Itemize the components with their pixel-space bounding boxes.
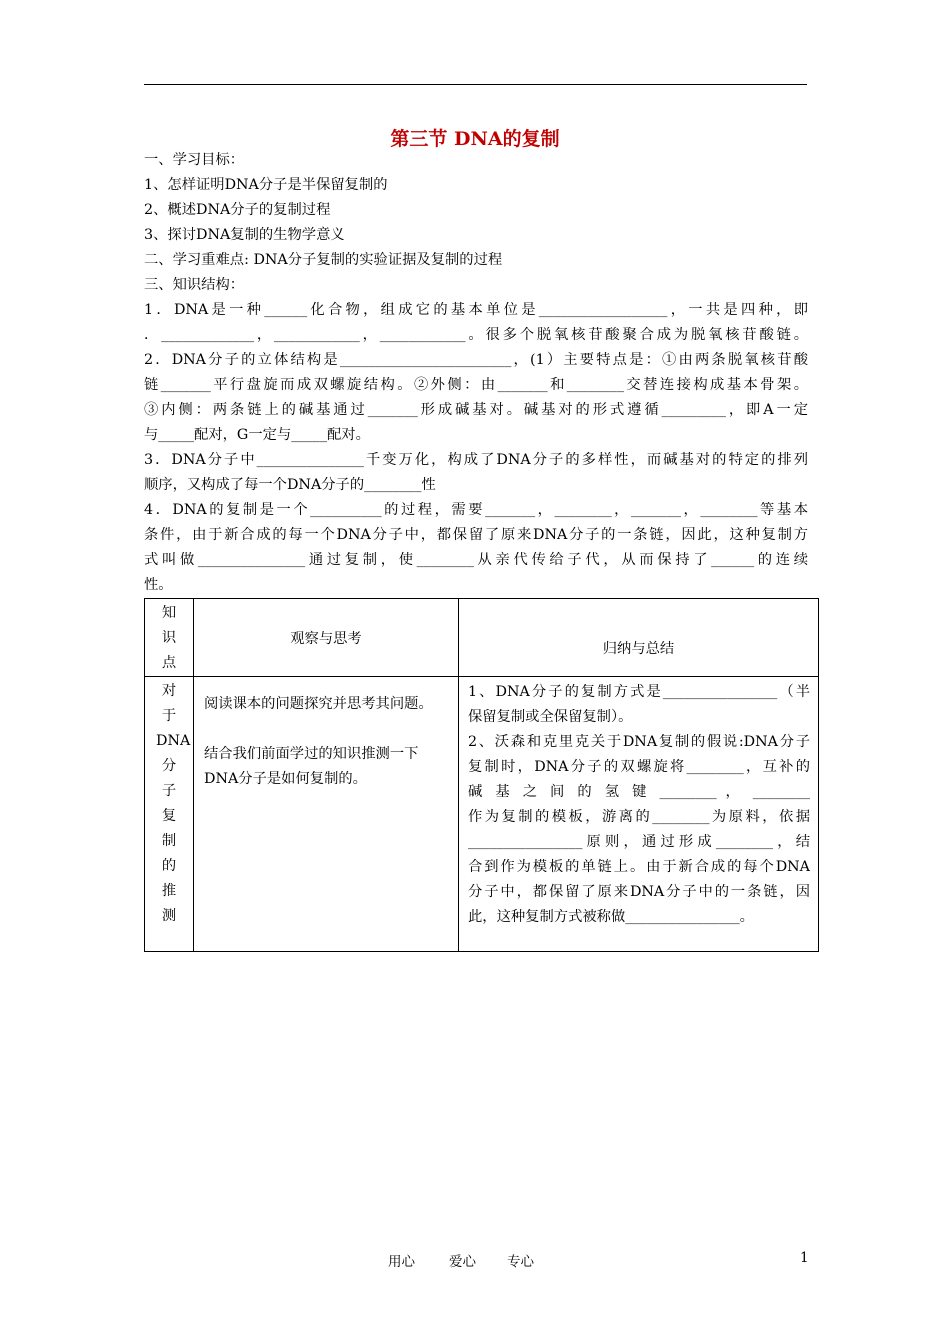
knowledge-table — [144, 598, 819, 952]
summary-line: 合到作为模板的单链上。由于新合成的每个DNA — [468, 859, 810, 875]
header-knowledge-point — [145, 599, 194, 677]
question-4-line: 性。 — [144, 577, 173, 593]
topic-char: 于 — [161, 708, 177, 724]
header-char: 知 — [161, 605, 177, 621]
summary-line: ________________原则，通过形成________，结 — [468, 834, 810, 850]
question-4-line: 条件，由于新合成的每一个DNA分子中，都保留了原来DNA分子的一条链，因此，这种复制方 — [144, 527, 808, 543]
header-observe-think: 观察与思考 — [194, 599, 459, 677]
question-2 — [144, 348, 808, 448]
question-3-line: 顺序，又构成了每一个DNA分子的________性 — [144, 477, 436, 493]
summary-line: 碱 基 之 间 的 氢 键 ________ ， ________ — [468, 784, 810, 800]
question-2-line: 链_______平行盘旋而成双螺旋结构。②外侧：由_______和________交替连接构成基本骨架。 — [144, 377, 808, 393]
topic-char: 推 — [161, 883, 177, 899]
summary-line: 保留复制或全保留复制）。 — [468, 709, 633, 725]
summary-line: 1、DNA分子的复制方式是________________（半 — [468, 684, 810, 700]
page-title: 第三节 DNA的复制 — [390, 128, 560, 150]
question-2-line: ③内侧：两条链上的碱基通过_______形成碱基对。碱基对的形式遵循_________，即A一定 — [144, 402, 808, 418]
question-3 — [144, 448, 808, 498]
summary-line: 复制时，DNA分子的双螺旋将________，互补的 — [468, 759, 810, 775]
observe-text-2: 结合我们前面学过的知识推测一下DNA分子是如何复制的。 — [204, 746, 419, 787]
question-2-line: 与_____配对，G一定与_____配对。 — [144, 427, 370, 443]
header-summary: 归纳与总结 — [459, 599, 819, 677]
question-4-line: 式叫做_______________通过复制，使________从亲代传给子代，从而保持了______的连续 — [144, 552, 808, 568]
topic-char: 制 — [161, 833, 177, 849]
question-4-line: 4．DNA的复制是一个__________的过程，需要_______，________，_______，________等基本 — [144, 502, 808, 518]
topic-char: 子 — [161, 783, 177, 799]
section-learning-goals: 一、学习目标： — [144, 152, 245, 168]
observe-cell — [194, 677, 459, 952]
topic-char: 的 — [161, 858, 177, 874]
question-4 — [144, 498, 808, 598]
question-3-line: 3．DNA分子中_______________千变万化，构成了DNA分子的多样性，而碱基对的特定的排列 — [144, 452, 808, 468]
table-header-row — [145, 599, 819, 677]
header-char: 识 — [161, 630, 177, 646]
topic-char: 测 — [161, 908, 177, 924]
question-2-line: 2．DNA分子的立体结构是________________________，(1）主要特点是：①由两条脱氧核苷酸 — [144, 352, 808, 368]
summary-cell — [459, 677, 819, 952]
page-number: 1 — [800, 1250, 809, 1266]
summary-line: 分子中，都保留了原来DNA分子中的一条链，因 — [468, 884, 810, 900]
footer-motto-1: 用心 — [388, 1254, 415, 1270]
topic-char: 复 — [161, 808, 177, 824]
question-1-line: 1．DNA是一种______化合物，组成它的基本单位是__________________，一共是四种，即 — [144, 302, 808, 318]
observe-text-1: 阅读课本的问题探究并思考其问题。 — [204, 696, 433, 712]
goal-2: 2、概述DNA分子的复制过程 — [144, 202, 331, 218]
summary-line: 作为复制的模板，游离的________为原料，依据 — [468, 809, 810, 825]
header-char: 点 — [161, 655, 177, 671]
section-key-points: 二、学习重难点: DNA分子复制的实验证据及复制的过程 — [144, 252, 503, 268]
question-1-line: ．_____________，____________，____________。很多个脱氧核苷酸聚合成为脱氧核苷酸链。 — [144, 327, 808, 343]
topic-char: 分 — [161, 758, 177, 774]
topic-char: DNA — [156, 733, 191, 749]
section-knowledge-structure: 三、知识结构： — [144, 277, 245, 293]
footer-motto-2: 爱心 — [449, 1254, 476, 1270]
footer-motto-3: 专心 — [507, 1254, 534, 1270]
goal-1: 1、怎样证明DNA分子是半保留复制的 — [144, 177, 388, 193]
question-1 — [144, 298, 808, 348]
summary-line: 2、沃森和克里克关于DNA复制的假说:DNA分子 — [468, 734, 810, 750]
topic-char: 对 — [161, 683, 177, 699]
header-rule — [144, 84, 807, 85]
summary-line: 此，这种复制方式被称做________________。 — [468, 909, 754, 925]
goal-3: 3、探讨DNA复制的生物学意义 — [144, 227, 345, 243]
table-row — [145, 677, 819, 952]
row-topic-cell — [145, 677, 194, 952]
